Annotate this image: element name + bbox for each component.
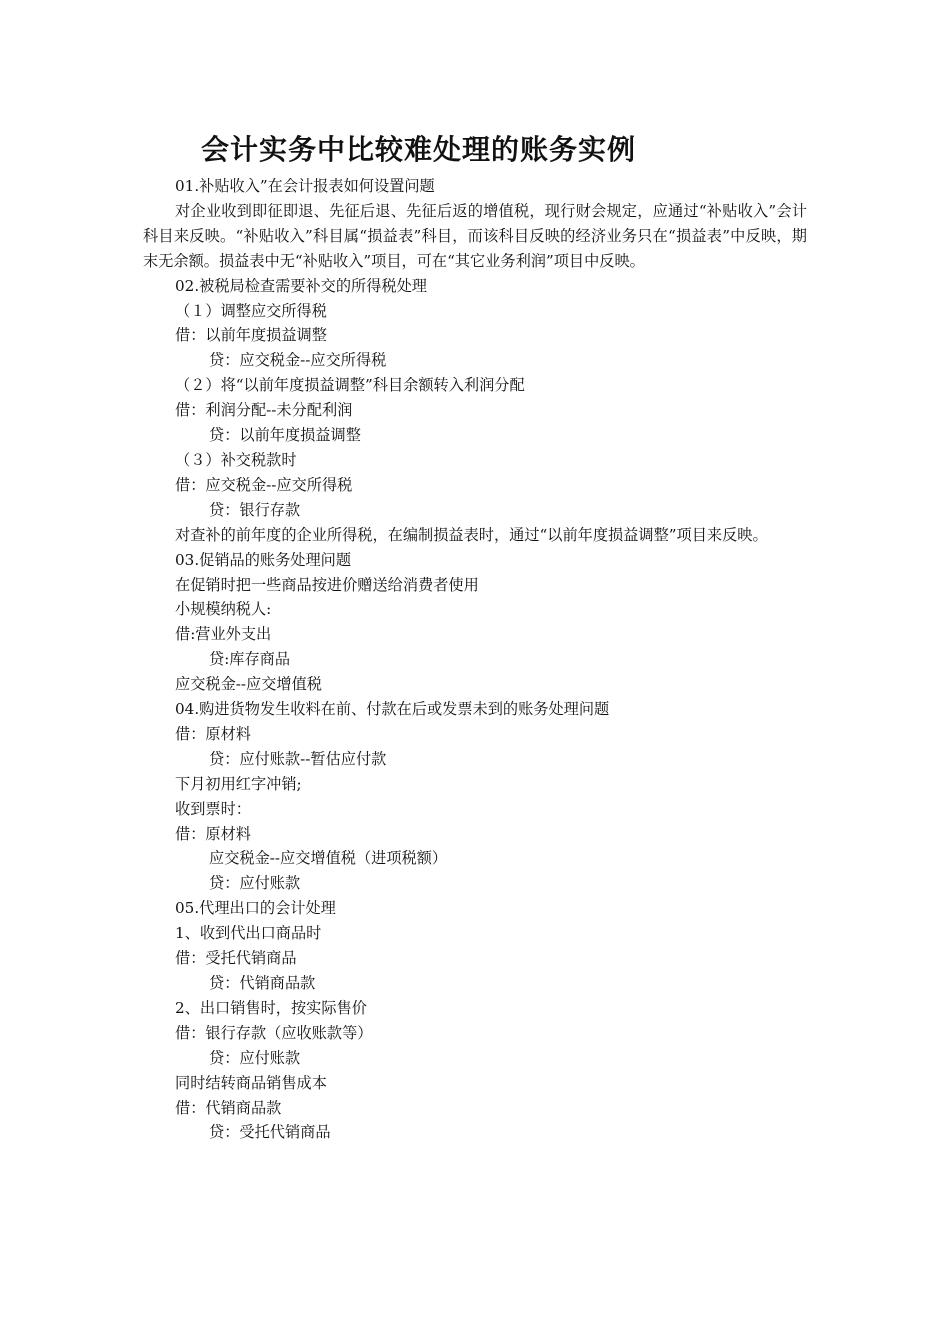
body-line: 在促销时把一些商品按进价赠送给消费者使用 (175, 575, 479, 594)
body-line: 借：原材料 (175, 724, 251, 743)
ledger-entry-indented: 贷：代销商品款 (209, 974, 316, 992)
body-line: 借:营业外支出 (175, 625, 272, 644)
body-line: 小规模纳税人: (175, 600, 272, 619)
ledger-entry-indented: 贷:库存商品 (209, 650, 291, 669)
body-line: 应交税金--应交增值税 (175, 675, 322, 694)
ledger-entry-indented: 应交税金--应交增值税（进项税额） (209, 849, 448, 868)
ledger-entry-indented: 贷：应付账款 (209, 1048, 301, 1067)
body-line: （２）将“以前年度损益调整”科目余额转入利润分配 (175, 376, 525, 395)
body-line: 05.代理出口的会计处理 (175, 899, 336, 918)
ledger-entry-indented: 贷：应付账款 (209, 874, 301, 893)
body-line: 借：利润分配--未分配利润 (175, 401, 353, 420)
body-line: 01.补贴收入”在会计报表如何设置问题 (175, 177, 435, 195)
body-line: 03.促销品的账务处理问题 (175, 550, 352, 569)
body-line: 2、出口销售时，按实际售价 (175, 998, 367, 1017)
body-line: 借：银行存款（应收账款等） (175, 1023, 373, 1042)
body-paragraph: 对查补的前年度的企业所得税，在编制损益表时，通过“以前年度损益调整”项目来反映。 (175, 525, 768, 544)
body-line: （３）补交税款时 (175, 450, 297, 469)
body-line: 1、收到代出口商品时 (175, 924, 322, 943)
body-line: 收到票时： (175, 799, 251, 818)
body-line: 同时结转商品销售成本 (175, 1073, 327, 1092)
body-line: 借：应交税金--应交所得税 (175, 475, 353, 494)
ledger-entry-indented: 贷：以前年度损益调整 (209, 426, 361, 445)
document-body (143, 174, 807, 1145)
body-line: 借：受托代销商品 (175, 949, 297, 968)
ledger-entry-indented: 贷：银行存款 (209, 500, 301, 519)
ledger-entry-indented: 贷：应付账款--暂估应付款 (209, 749, 387, 768)
body-paragraph: 对企业收到即征即退、先征后退、先征后返的增值税，现行财会规定，应通过“补贴收入”会计科目来反映。“补贴收入”科目属“损益表”科目，而该科目反映的经济业务只在“损益表”中反映，期末无余额。损益表中无“补贴收入”项目，可在“其它业务利润”项目中反映。 (143, 201, 807, 270)
body-line: 借：原材料 (175, 824, 251, 843)
document-page (143, 128, 807, 1145)
body-line: 借：以前年度损益调整 (175, 326, 327, 345)
ledger-entry-indented: 贷：应交税金--应交所得税 (209, 351, 387, 370)
body-line: 04.购进货物发生收料在前、付款在后或发票未到的账务处理问题 (175, 700, 610, 719)
body-line: 借：代销商品款 (175, 1098, 282, 1117)
body-line: （１）调整应交所得税 (175, 301, 327, 320)
ledger-entry-indented: 贷：受托代销商品 (209, 1123, 331, 1142)
document-title: 会计实务中比较难处理的账务实例 (201, 133, 637, 166)
body-line: 02.被税局检查需要补交的所得税处理 (175, 276, 427, 295)
body-line: 下月初用红字冲销; (175, 774, 302, 793)
